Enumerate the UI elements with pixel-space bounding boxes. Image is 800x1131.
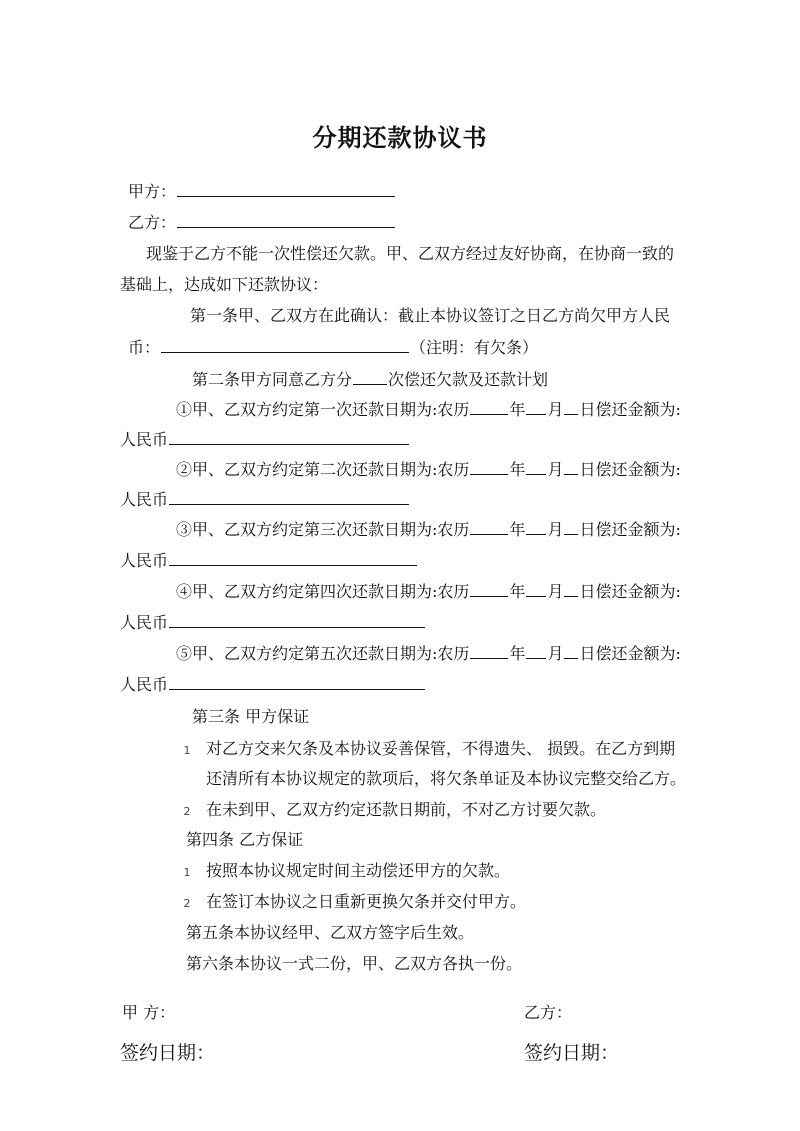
sign-date-b-label: 签约日期： (524, 1042, 620, 1064)
day-blank[interactable] (564, 518, 578, 535)
year-blank[interactable] (470, 580, 508, 597)
year-label: 年 (509, 644, 526, 663)
month-blank[interactable] (526, 580, 546, 597)
list-number: 1 (183, 866, 191, 879)
installment-row (176, 642, 681, 665)
calendar-label: 农历 (437, 644, 470, 663)
amount-blank[interactable] (169, 549, 417, 566)
party-a-row (128, 180, 396, 203)
document-title: 分期还款协议书 (312, 123, 488, 152)
installment-row (176, 518, 681, 541)
article-3-item-1 (180, 738, 675, 762)
article-2-heading (192, 368, 548, 391)
installment-count-blank[interactable] (353, 368, 387, 385)
list-number: 1 (183, 744, 191, 757)
calendar-label: 农历 (437, 400, 470, 419)
list-item-text: 在签订本协议之日重新更换欠条并交付甲方。 (206, 892, 527, 911)
intro-line-2: 基础上，达成如下还款协议： (120, 275, 329, 294)
article-6: 第六条本协议一式二份，甲、乙双方各执一份。 (186, 954, 523, 973)
day-amount-label: 日偿还金额为: (579, 582, 681, 601)
list-number: 2 (183, 805, 191, 818)
party-b-row (128, 211, 396, 234)
installment-row (176, 580, 681, 603)
installment-amount-row (120, 549, 418, 572)
article-3-heading: 第三条 甲方保证 (192, 707, 310, 726)
currency-label: 人民币 (120, 675, 169, 694)
article-2-prefix: 第二条甲方同意乙方分 (192, 370, 353, 389)
year-blank[interactable] (470, 398, 508, 415)
year-label: 年 (509, 460, 526, 479)
list-number: 2 (183, 897, 191, 910)
installment-amount-row (120, 673, 426, 696)
installment-lead: ⑤甲、乙双方约定第五次还款日期为: (176, 644, 438, 663)
list-item-text: 在未到甲、乙双方约定还款日期前，不对乙方讨要欠款。 (206, 800, 607, 819)
year-blank[interactable] (470, 518, 508, 535)
article-4-item-1 (180, 860, 510, 884)
sign-party-a-label: 甲 方： (122, 1003, 176, 1022)
installment-lead: ②甲、乙双方约定第二次还款日期为: (176, 460, 438, 479)
installment-row (176, 398, 681, 421)
day-blank[interactable] (564, 580, 578, 597)
calendar-label: 农历 (437, 582, 470, 601)
day-amount-label: 日偿还金额为: (579, 520, 681, 539)
debt-amount-blank[interactable] (161, 336, 409, 353)
month-blank[interactable] (526, 642, 546, 659)
installment-amount-row (120, 488, 410, 511)
currency-label: 人民币 (120, 490, 169, 509)
year-label: 年 (509, 520, 526, 539)
month-label: 月 (547, 400, 564, 419)
amount-blank[interactable] (169, 611, 425, 628)
day-amount-label: 日偿还金额为: (579, 400, 681, 419)
installment-row (176, 458, 681, 481)
month-label: 月 (547, 520, 564, 539)
list-item-text: 对乙方交来欠条及本协议妥善保管，不得遗失、 损毁。在乙方到期 (206, 739, 676, 758)
party-a-blank[interactable] (177, 180, 395, 197)
year-label: 年 (509, 400, 526, 419)
article-1-line-1: 第一条甲、乙双方在此确认：截止本协议签订之日乙方尚欠甲方人民 (190, 306, 671, 325)
party-b-label: 乙方： (128, 213, 177, 232)
installment-lead: ①甲、乙双方约定第一次还款日期为: (176, 400, 438, 419)
month-label: 月 (547, 460, 564, 479)
amount-blank[interactable] (169, 673, 425, 690)
year-label: 年 (509, 582, 526, 601)
article-1-note: （注明：有欠条） (410, 338, 539, 357)
installment-lead: ③甲、乙双方约定第三次还款日期为: (176, 520, 438, 539)
list-item-text: 按照本协议规定时间主动偿还甲方的欠款。 (206, 861, 511, 880)
article-3-item-1-cont: 还清所有本协议规定的款项后，将欠条单证及本协议完整交给乙方。 (206, 769, 687, 788)
currency-label: 人民币 (120, 613, 169, 632)
article-2-suffix: 次偿还欠款及还款计划 (388, 370, 549, 389)
article-5: 第五条本协议经甲、乙双方签字后生效。 (186, 923, 475, 942)
month-blank[interactable] (526, 398, 546, 415)
article-4-item-2 (180, 891, 526, 915)
article-4-heading: 第四条 乙方保证 (186, 830, 304, 849)
calendar-label: 农历 (437, 460, 470, 479)
calendar-label: 农历 (437, 520, 470, 539)
currency-label: 人民币 (120, 551, 169, 570)
article-1-line-2 (128, 336, 538, 359)
sign-party-b-label: 乙方： (524, 1003, 573, 1022)
sign-date-a-label: 签约日期： (120, 1042, 216, 1064)
day-amount-label: 日偿还金额为: (579, 460, 681, 479)
installment-lead: ④甲、乙双方约定第四次还款日期为: (176, 582, 438, 601)
month-label: 月 (547, 582, 564, 601)
year-blank[interactable] (470, 458, 508, 475)
month-label: 月 (547, 644, 564, 663)
party-a-label: 甲方： (128, 182, 177, 201)
article-3-item-2 (180, 799, 606, 823)
amount-blank[interactable] (169, 488, 409, 505)
month-blank[interactable] (526, 458, 546, 475)
day-amount-label: 日偿还金额为: (579, 644, 681, 663)
day-blank[interactable] (564, 458, 578, 475)
party-b-blank[interactable] (177, 211, 395, 228)
amount-blank[interactable] (169, 428, 409, 445)
day-blank[interactable] (564, 398, 578, 415)
day-blank[interactable] (564, 642, 578, 659)
installment-amount-row (120, 611, 426, 634)
intro-line-1: 现鉴于乙方不能一次性偿还欠款。甲、乙双方经过友好协商，在协商一致的 (146, 244, 675, 263)
article-1-prefix: 币： (128, 338, 161, 357)
installment-amount-row (120, 428, 410, 451)
year-blank[interactable] (470, 642, 508, 659)
currency-label: 人民币 (120, 430, 169, 449)
month-blank[interactable] (526, 518, 546, 535)
